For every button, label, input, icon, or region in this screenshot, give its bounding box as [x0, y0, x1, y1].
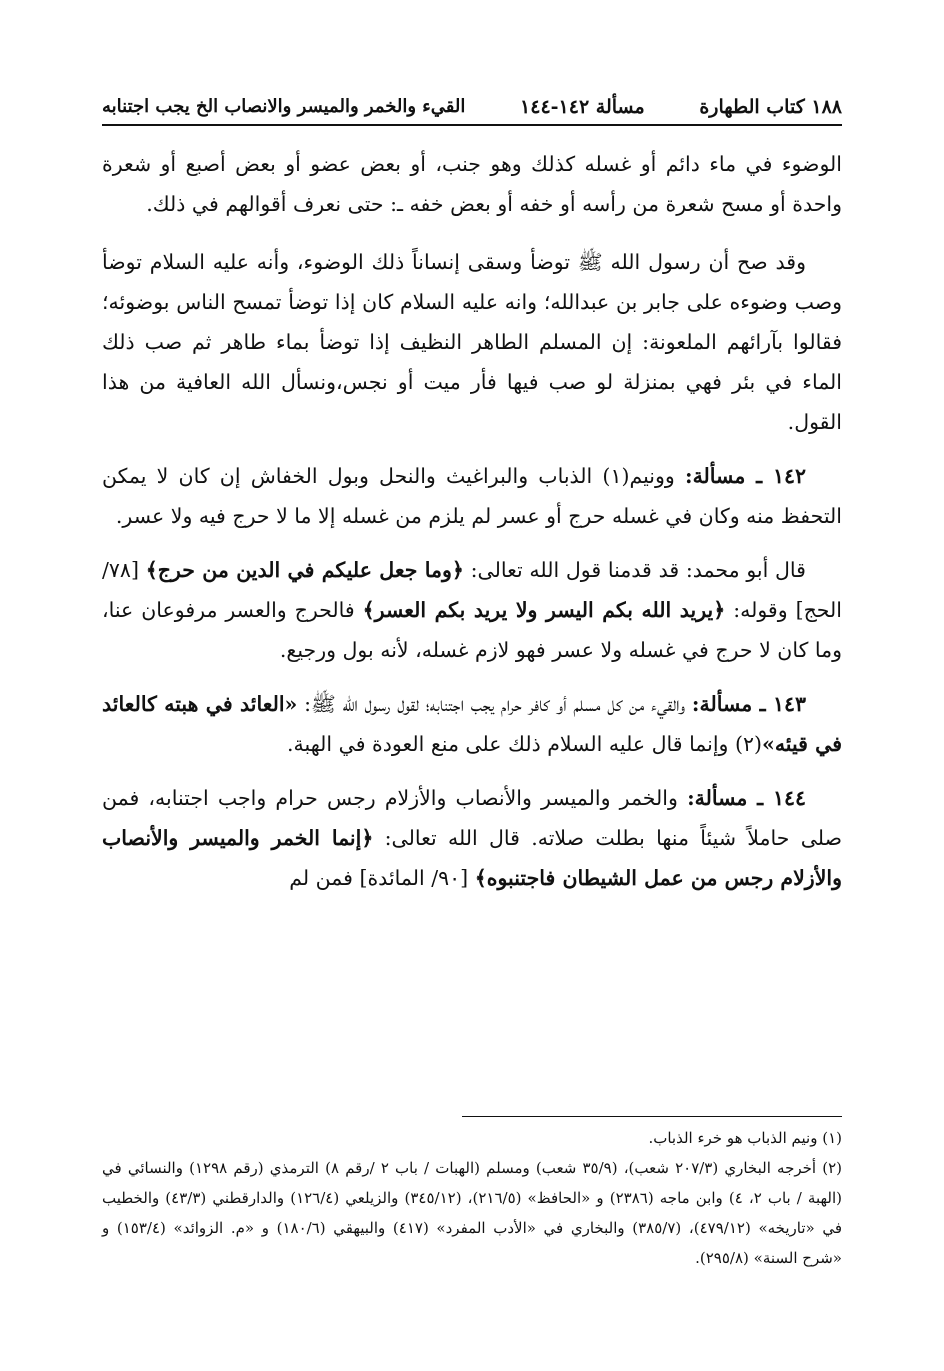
paragraph-abu-muhammad	[102, 550, 842, 670]
footnote-rule	[462, 1116, 842, 1117]
quran-quote-maidah: ﴿إنما الخمر والميسر والأنصاب والأزلام رجس من عمل الشيطان فاجتنبوه﴾	[102, 826, 842, 890]
paragraph-2	[102, 242, 842, 442]
issue-144	[102, 778, 842, 898]
issue-143	[102, 684, 842, 764]
abu-muhammad-conclusion: فالحرج والعسر مرفوعان عنا، وما كان لا حرج في غسله ولا عسر فهو لازم غسله، لأنه بول ورجيع.	[102, 598, 842, 662]
footnotes	[102, 1116, 842, 1273]
header-right	[699, 92, 842, 122]
hajj-reference: [٧٨/ الحج] وقوله:	[102, 558, 842, 622]
issue-144-text-a: والخمر والميسر والأنصاب والأزلام رجس حرام واجب اجتنابه، فمن صلى حاملاً شيئاً منها بطلت صلاته. قال الله تعالى:	[102, 786, 842, 850]
page-number: ١٨٨	[811, 96, 842, 118]
issue-142	[102, 456, 842, 536]
footnote-1: (١) ونيم الذباب هو خرء الذباب.	[648, 1129, 842, 1147]
issue-142-label: ١٤٢ ـ مسألة:	[685, 464, 806, 488]
issue-142-text: وونيم(١) الذباب والبراغيث والنحل وبول الخفاش إن كان لا يمكن التحفظ منه وكان في غسله حرج أو عسر لم يلزم من غسله إلا ما لا حرج فيه ولا عسر.	[102, 464, 842, 528]
paragraph-2-text: وقد صح أن رسول الله ﷺ توضأ وسقى إنساناً ذلك الوضوء، وأنه عليه السلام توضأ وصب وضوءه على جابر بن عبدالله؛ وانه عليه السلام كان إذا توضأ تمسح الناس بوضوئه؛ فقالوا بآرائهم الملعونة: إن المسلم الطاهر النظيف إذا توضأ بماء طاهر ثم صب ذلك الماء في بئر فهي بمنزلة لو صب فيها فأر ميت أو نجس،ونسأل الله العافية من هذا القول.	[102, 250, 842, 434]
paragraph-1: الوضوء في ماء دائم أو غسله كذلك وهو جنب، أو بعض عضو أو بعض أصبع أو شعرة واحدة أو مسح شعرة من رأسه أو خفه أو بعض خفه ـ: حتى نعرف أقوالهم في ذلك.	[102, 152, 842, 216]
issue-143-label: ١٤٣ ـ مسألة:	[691, 692, 806, 716]
hadith-quote: «العائد في هبته كالعائد في قيئه»	[102, 692, 842, 756]
section-topic: القيء والخمر والميسر والانصاب الخ يجب اجتنابه	[102, 96, 466, 117]
quran-quote-hajj: ﴿وما جعل عليكم في الدين من حرج﴾	[145, 558, 464, 582]
main-text	[102, 144, 842, 912]
abu-muhammad-intro: قال أبو محمد: قد قدمنا قول الله تعالى:	[470, 558, 806, 582]
footnote-2: (٢) أخرجه البخاري (٢٠٧/٣ شعب)، (٣٥/٩ شعب) ومسلم (الهبات / باب ٢ /رقم ٨) الترمذي (رقم ١٢٩٨) والنسائي في (الهبة / باب ٢، ٤) وابن ماجه (٢٣٨٦) و «الحافظ» (٢١٦/٥)، (٣٤٥/١٢) والزيلعي (١٢٦/٤) والدارقطني (٤٣/٣) والخطيب في «تاريخه» (٤٧٩/١٢)، (٣٨٥/٧) والبخاري في «الأدب المفرد» (٤١٧) والبيهقي (١٨٠/٦) و «م. الزوائد» (١٥٣/٤) و «شرح السنة» (٢٩٥/٨).	[102, 1159, 843, 1267]
issue-143-text-a: والقيء من كل مسلم أو كافر حرام يجب اجتنابه؛ لقول رسول الله ﷺ:	[304, 692, 686, 716]
issue-144-label: ١٤٤ ـ مسألة:	[687, 786, 806, 810]
issue-range: مسألة ١٤٢-١٤٤	[520, 96, 645, 118]
running-header	[102, 88, 842, 122]
header-rule	[102, 124, 842, 126]
issue-143-text-b: (٢) وإنما قال عليه السلام ذلك على منع العودة في الهبة.	[287, 732, 762, 756]
quran-quote-yusr: ﴿يريد الله بكم اليسر ولا يريد بكم العسر﴾	[362, 598, 726, 622]
issue-144-text-b: [٩٠/ المائدة] فمن لم	[289, 866, 469, 890]
book-title: كتاب الطهارة	[699, 96, 805, 118]
